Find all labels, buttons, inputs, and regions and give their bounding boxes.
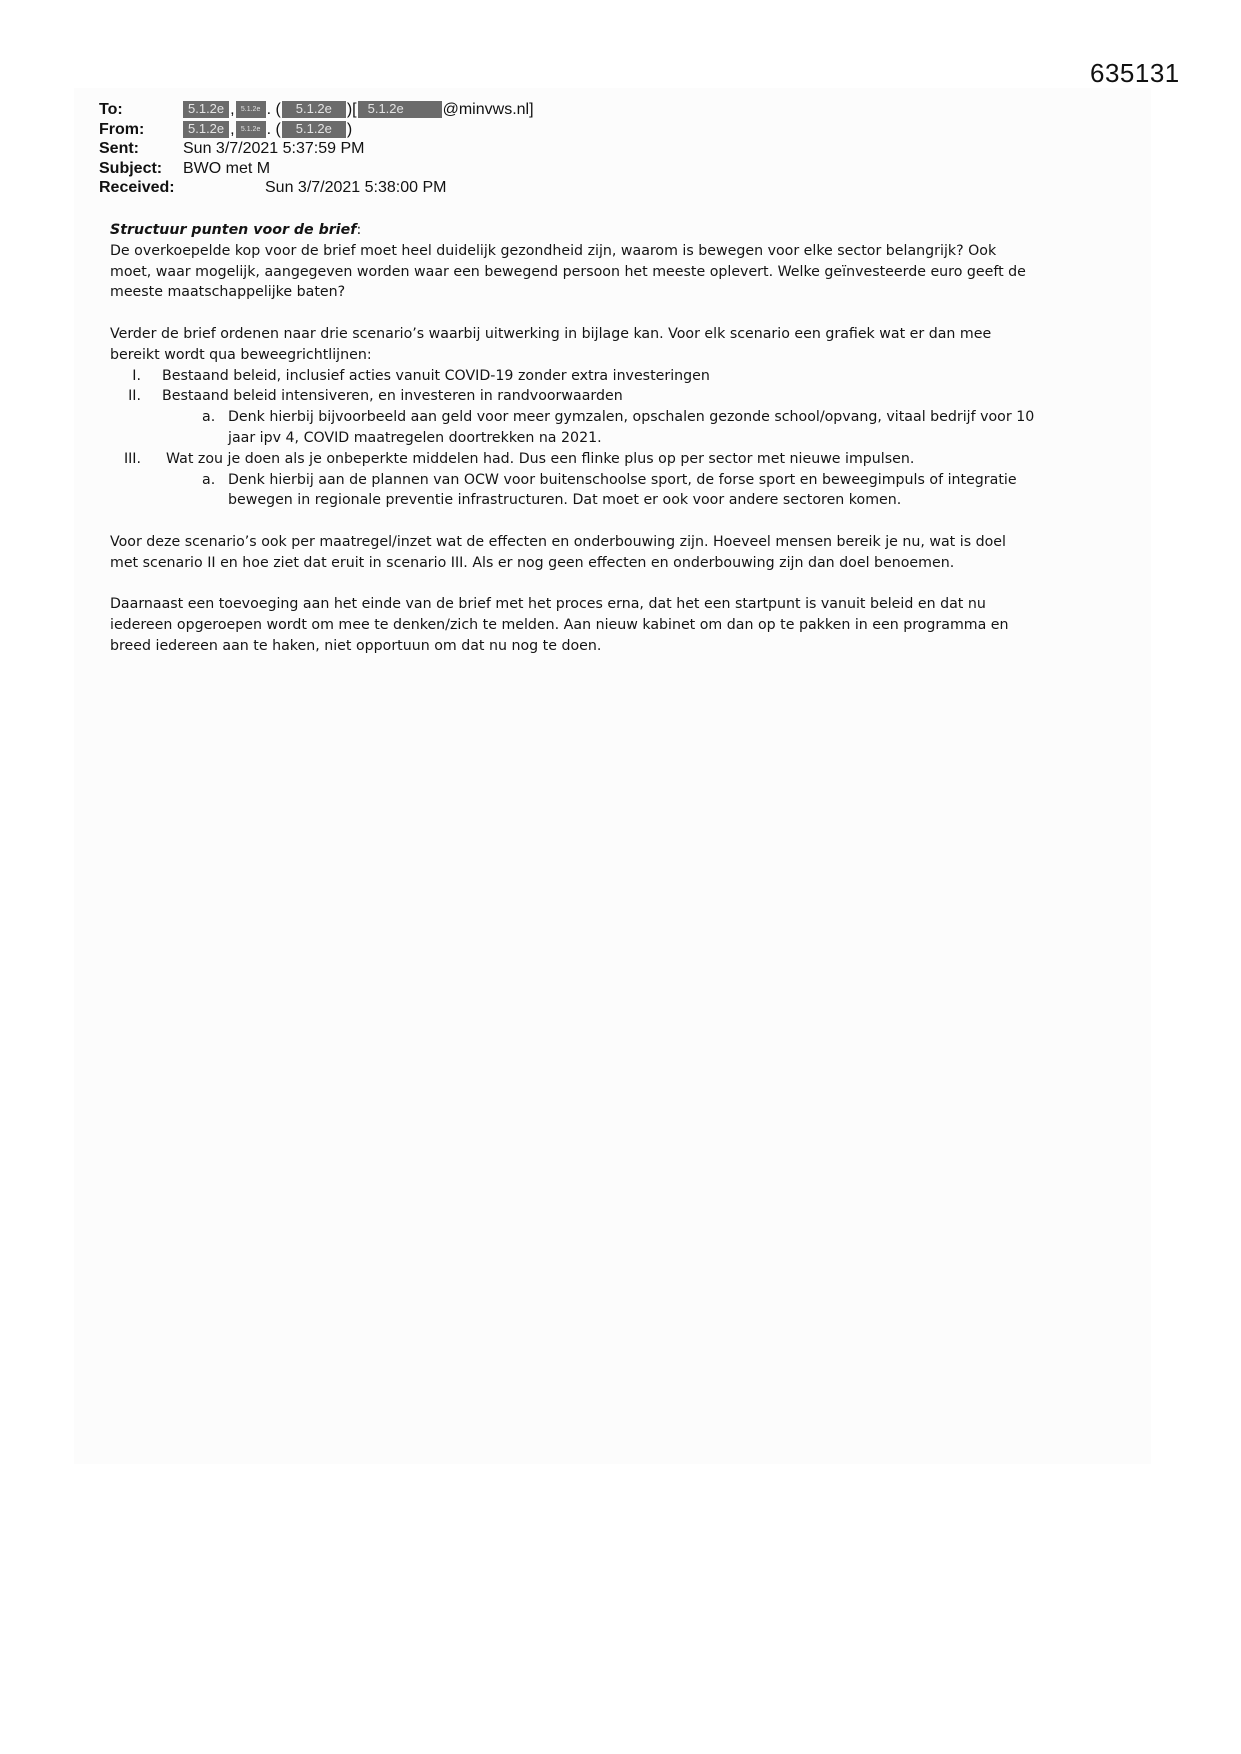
received-value: Sun 3/7/2021 5:38:00 PM bbox=[265, 179, 447, 196]
sent-value: Sun 3/7/2021 5:37:59 PM bbox=[183, 140, 365, 157]
email-headers bbox=[99, 100, 535, 198]
from-row bbox=[99, 120, 535, 140]
paragraph-gap bbox=[110, 511, 1150, 532]
section-heading bbox=[110, 220, 1150, 241]
scenario-numeral: III. bbox=[123, 450, 141, 467]
separator: ) bbox=[346, 120, 353, 138]
redaction-block: 5.1.2e bbox=[183, 101, 229, 118]
email-domain: @minvws.nl] bbox=[442, 101, 534, 118]
sent-row bbox=[99, 139, 535, 159]
closing-line: Daarnaast een toevoeging aan het einde van de brief met het proces erna, dat het een startpunt is vanuit beleid en dat nu bbox=[110, 596, 986, 613]
document-number: 635131 bbox=[1090, 58, 1180, 88]
scenarios-intro-line: Verder de brief ordenen naar drie scenario’s waarbij uitwerking in bijlage kan. Voor elk scenario een grafiek wat er dan mee bbox=[110, 325, 992, 342]
to-value bbox=[183, 100, 535, 120]
to-label: To: bbox=[99, 101, 123, 118]
redaction-block: 5.1.2e bbox=[183, 121, 229, 138]
separator: )[ bbox=[346, 101, 357, 118]
redaction-block: 5.1.2e bbox=[236, 101, 266, 118]
email-body bbox=[110, 220, 1150, 657]
scenario-item-2 bbox=[110, 386, 1150, 407]
effects-line: met scenario II en hoe ziet dat eruit in scenario III. Als er nog geen effecten en onderbouwing zijn dan doel benoemen. bbox=[110, 554, 955, 571]
closing-line: iedereen opgeroepen wordt om mee te denken/zich te melden. Aan nieuw kabinet om dan op te pakken in een programma en bbox=[110, 617, 1009, 634]
section-title-colon: : bbox=[356, 222, 362, 238]
scenario-text: Wat zou je doen als je onbeperkte middelen had. Dus een flinke plus op per sector met nieuwe impulsen. bbox=[166, 450, 915, 467]
subitem-letter: a. bbox=[202, 409, 216, 426]
scenario-2-subitem-a bbox=[110, 407, 1150, 449]
subitem-line: bewegen in regionale preventie infrastructuren. Dat moet er ook voor andere sectoren komen. bbox=[228, 492, 902, 509]
separator: . ( bbox=[266, 101, 281, 118]
paragraph-gap bbox=[110, 303, 1150, 324]
effects-line: Voor deze scenario’s ook per maatregel/inzet wat de effecten en onderbouwing zijn. Hoeveel mensen bereik je nu, wat is doel bbox=[110, 533, 1006, 550]
redaction-block: 5.1.2e bbox=[236, 121, 266, 138]
scenario-3-subitem-a bbox=[110, 470, 1150, 512]
to-row bbox=[99, 100, 535, 120]
intro-line: De overkoepelde kop voor de brief moet heel duidelijk gezondheid zijn, waarom is bewegen voor elke sector belangrijk? Ook bbox=[110, 242, 997, 259]
redaction-block: 5.1.2e bbox=[282, 101, 346, 118]
closing-line: breed iedereen aan te haken, niet opportuun om dat nu nog te doen. bbox=[110, 637, 602, 654]
scenario-text: Bestaand beleid intensiveren, en investeren in randvoorwaarden bbox=[162, 388, 623, 405]
subitem-line: jaar ipv 4, COVID maatregelen doortrekken na 2021. bbox=[228, 429, 602, 446]
subitem-line: Denk hierbij aan de plannen van OCW voor buitenschoolse sport, de forse sport en beweegimpuls of integratie bbox=[228, 471, 1017, 488]
sent-label: Sent: bbox=[99, 140, 139, 157]
subitem-line: Denk hierbij bijvoorbeeld aan geld voor meer gymzalen, opschalen gezonde school/opvang, vitaal bedrijf voor 10 bbox=[228, 409, 1035, 426]
separator: , bbox=[230, 101, 235, 118]
subject-value: BWO met M bbox=[183, 159, 271, 177]
subitem-letter: a. bbox=[202, 471, 216, 488]
section-title: Structuur punten voor de brief bbox=[110, 222, 357, 238]
intro-line: moet, waar mogelijk, aangegeven worden waar een bewegend persoon het meeste oplevert. Welke geïnvesteerde euro geeft de bbox=[110, 263, 1026, 280]
subject-label: Subject: bbox=[99, 159, 163, 177]
scenario-item-1 bbox=[110, 366, 1150, 387]
received-row bbox=[99, 178, 535, 198]
scenario-text: Bestaand beleid, inclusief acties vanuit COVID-19 zonder extra investeringen bbox=[162, 367, 710, 384]
redaction-block: 5.1.2e bbox=[358, 101, 442, 118]
redaction-block: 5.1.2e bbox=[282, 121, 346, 138]
subject-row bbox=[99, 159, 535, 179]
separator: , bbox=[230, 120, 235, 138]
received-label: Received: bbox=[99, 179, 175, 196]
scenario-item-3 bbox=[110, 449, 1150, 470]
scenarios-intro-line: bereikt wordt qua beweegrichtlijnen: bbox=[110, 346, 372, 363]
scenario-numeral: I. bbox=[132, 367, 141, 384]
paragraph-gap bbox=[110, 574, 1150, 595]
from-value bbox=[183, 120, 353, 140]
scenario-numeral: II. bbox=[128, 388, 141, 405]
intro-line: meeste maatschappelijke baten? bbox=[110, 284, 346, 301]
subitem-text bbox=[228, 407, 1128, 449]
from-label: From: bbox=[99, 120, 145, 138]
separator: . ( bbox=[266, 120, 281, 138]
subitem-text bbox=[228, 470, 1128, 512]
